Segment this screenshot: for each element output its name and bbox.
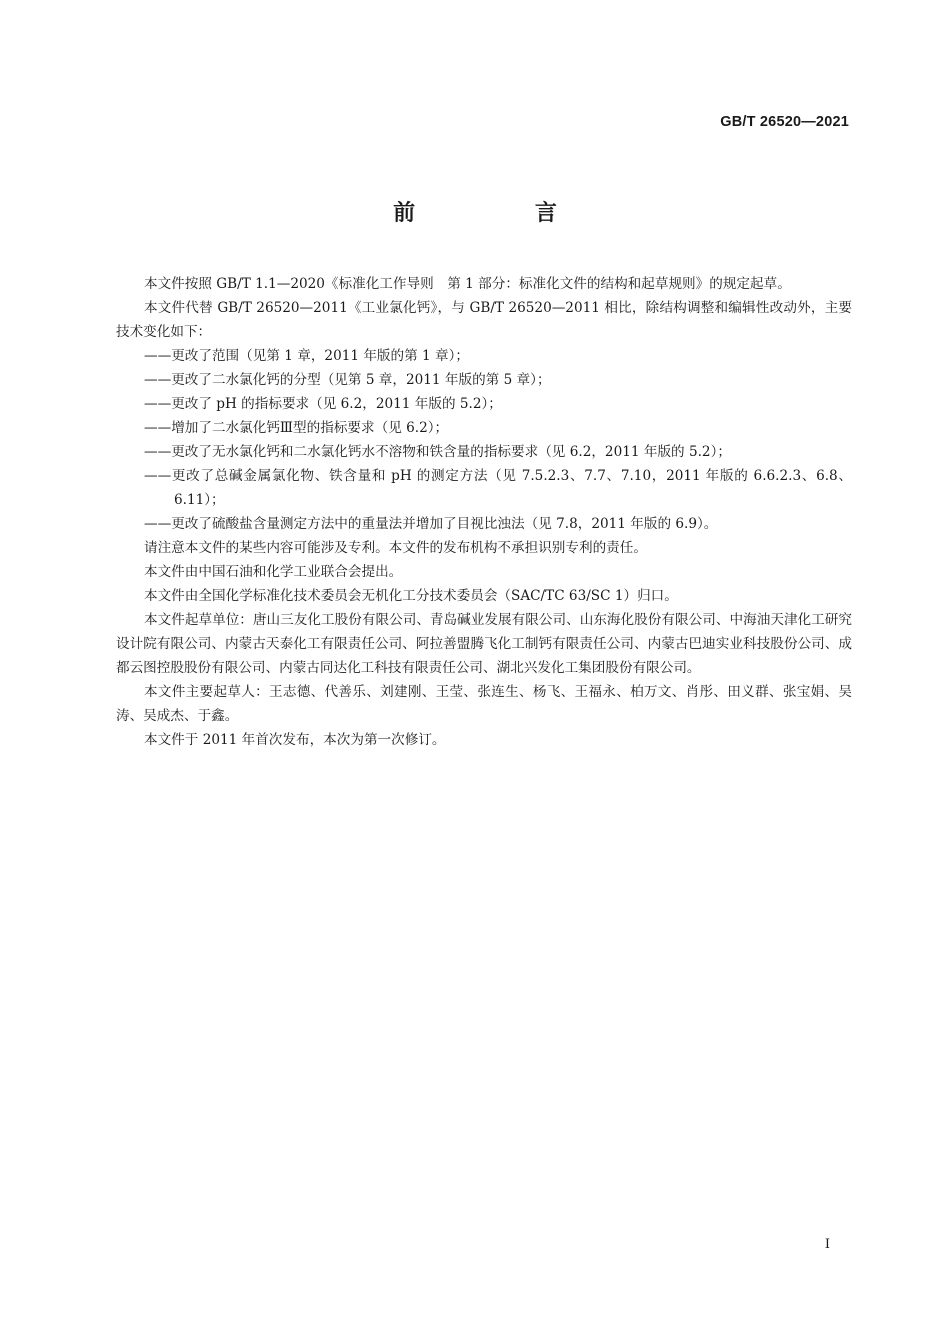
foreword-body (116, 272, 852, 752)
paragraph-replacement: 本文件代替 GB/T 26520—2011《工业氯化钙》，与 GB/T 26520—2011 相比，除结构调整和编辑性改动外，主要技术变化如下： (116, 300, 852, 340)
paragraph-administrator: 本文件由全国化学标准化技术委员会无机化工分技术委员会（SAC/TC 63/SC 1）归口。 (144, 588, 678, 604)
paragraph-history: 本文件于 2011 年首次发布，本次为第一次修订。 (144, 732, 446, 748)
page-title: 前 言 (393, 201, 613, 226)
paragraph-drafting-rules: 本文件按照 GB/T 1.1—2020《标准化工作导则 第 1 部分：标准化文件的结构和起草规则》的规定起草。 (144, 276, 791, 292)
change-item: ——更改了总碱金属氯化物、铁含量和 pH 的测定方法（见 7.5.2.3、7.7、7.10，2011 年版的 6.6.2.3、6.8、6.11）； (144, 468, 852, 508)
paragraph-drafting-units: 本文件起草单位：唐山三友化工股份有限公司、青岛碱业发展有限公司、山东海化股份有限公司、中海油天津化工研究设计院有限公司、内蒙古天泰化工有限责任公司、阿拉善盟腾飞化工制钙有限责任公司、内蒙古巴迪实业科技股份公司、成都云图控股股份有限公司、内蒙古同达化工科技有限责任公司、湖北兴发化工集团股份有限公司。 (116, 612, 852, 676)
paragraph-drafters: 本文件主要起草人：王志德、代善乐、刘建刚、王莹、张连生、杨飞、王福永、柏万文、肖彤、田义群、张宝娟、吴涛、吴成杰、于鑫。 (116, 684, 852, 724)
paragraph-proposer: 本文件由中国石油和化学工业联合会提出。 (144, 564, 403, 580)
change-item: ——更改了二水氯化钙的分型（见第 5 章，2011 年版的第 5 章）； (144, 372, 551, 388)
change-item: ——更改了无水氯化钙和二水氯化钙水不溶物和铁含量的指标要求（见 6.2，2011 年版的 5.2）； (144, 444, 731, 460)
paragraph-patent-notice: 请注意本文件的某些内容可能涉及专利。本文件的发布机构不承担识别专利的责任。 (144, 540, 647, 556)
change-item: ——更改了 pH 的指标要求（见 6.2，2011 年版的 5.2）； (144, 396, 502, 412)
page-number: I (824, 1237, 830, 1252)
change-list (116, 344, 852, 536)
change-item: ——增加了二水氯化钙Ⅲ型的指标要求（见 6.2）； (144, 420, 449, 436)
change-item: ——更改了范围（见第 1 章，2011 年版的第 1 章）； (144, 348, 469, 364)
change-item: ——更改了硫酸盐含量测定方法中的重量法并增加了目视比浊法（见 7.8，2011 年版的 6.9）。 (144, 516, 718, 532)
standard-code: GB/T 26520—2021 (720, 114, 849, 130)
